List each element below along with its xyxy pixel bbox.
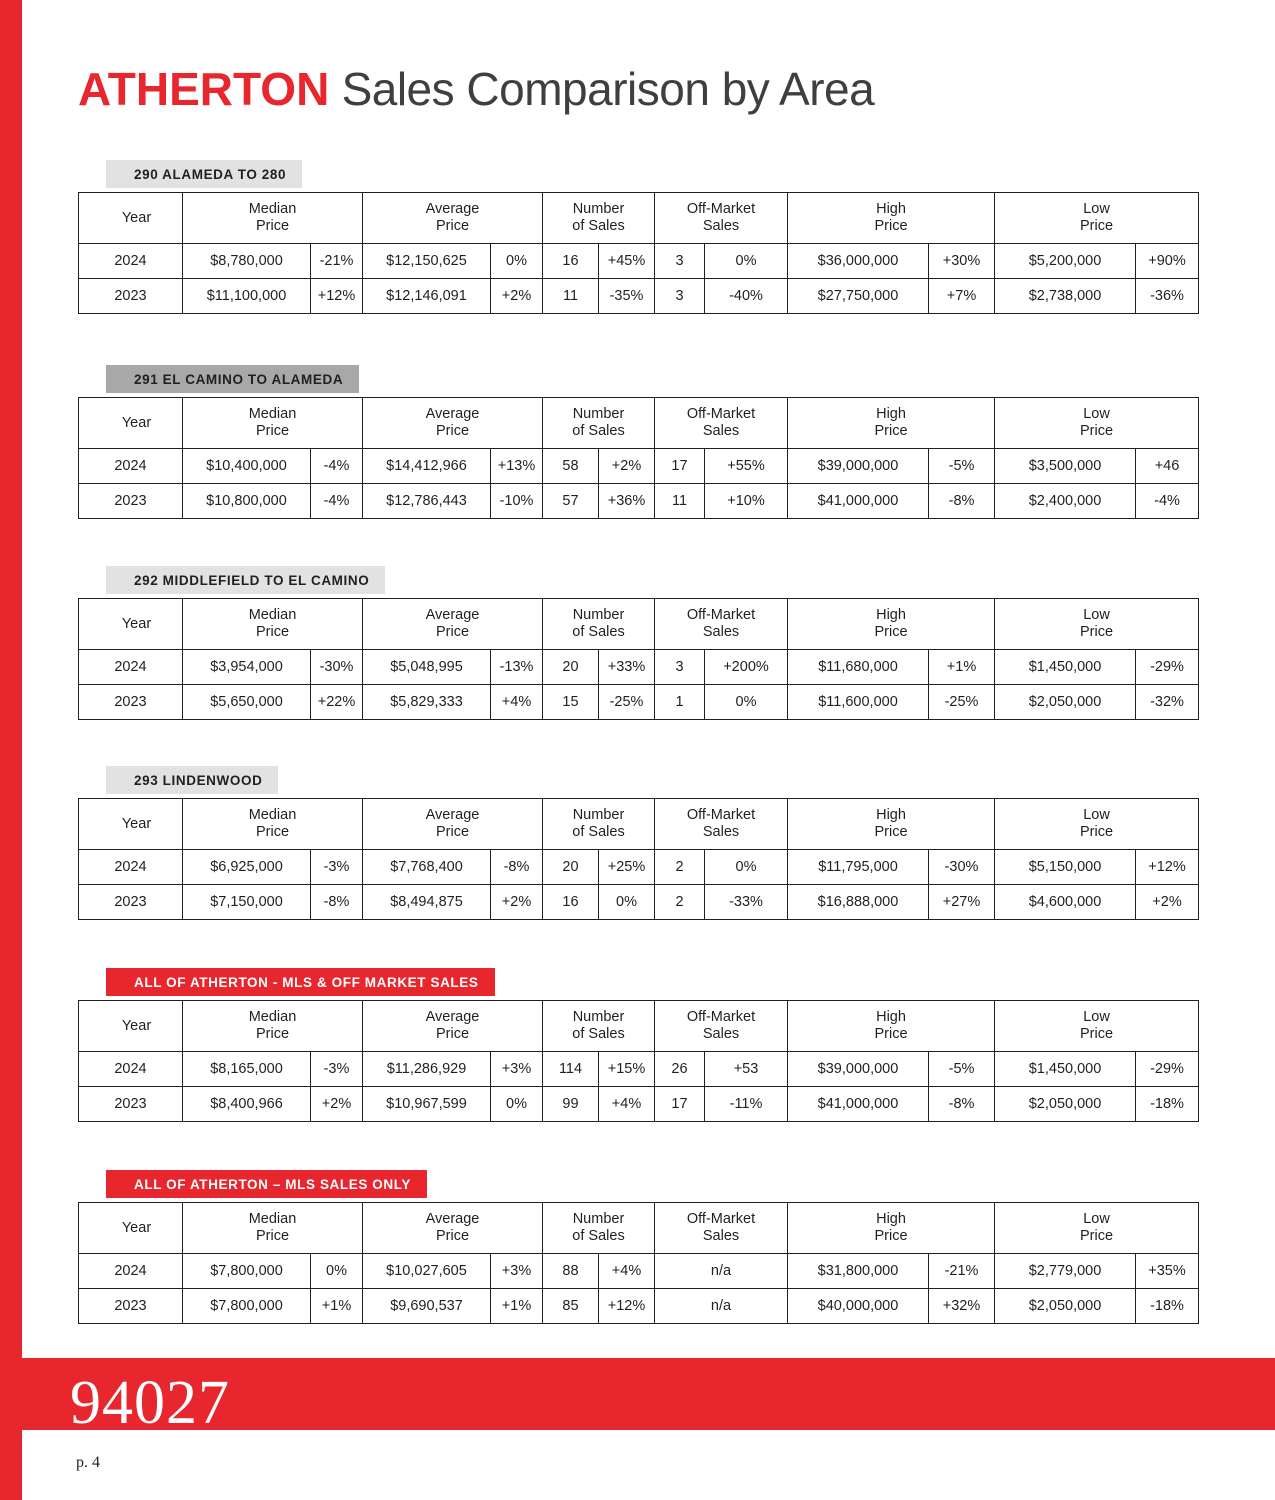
cell-year: 2024 [79,1254,183,1289]
table-row [79,1087,1199,1122]
column-header-number-of-sales: Number of Sales [543,1203,655,1254]
cell-number-of-sales-change: +2% [599,449,655,484]
cell-average-price-change: 0% [491,244,543,279]
footer-zip: 94027 [70,1369,230,1437]
cell-average-price: $14,412,966 [363,449,491,484]
column-header-off-market-sales: Off-Market Sales [655,1001,788,1052]
cell-low-price: $5,200,000 [995,244,1136,279]
cell-high-price: $40,000,000 [788,1289,929,1324]
cell-high-price: $27,750,000 [788,279,929,314]
column-header-median-price: Median Price [183,599,363,650]
cell-high-price: $11,600,000 [788,685,929,720]
cell-average-price: $12,150,625 [363,244,491,279]
cell-median-price-change: +12% [311,279,363,314]
column-header-year: Year [79,398,183,449]
cell-average-price: $7,768,400 [363,850,491,885]
cell-year: 2023 [79,1087,183,1122]
cell-low-price-change: +2% [1136,885,1199,920]
cell-number-of-sales: 20 [543,850,599,885]
column-header-average-price: Average Price [363,799,543,850]
cell-low-price: $2,050,000 [995,1289,1136,1324]
cell-number-of-sales-change: +36% [599,484,655,519]
table-row [79,1254,1199,1289]
cell-high-price-change: -21% [929,1254,995,1289]
cell-average-price: $5,048,995 [363,650,491,685]
sales-comparison-table [78,798,1199,920]
cell-off-market-sales: 26 [655,1052,705,1087]
column-header-year: Year [79,599,183,650]
cell-median-price-change: -21% [311,244,363,279]
cell-low-price-change: -32% [1136,685,1199,720]
column-header-median-price: Median Price [183,1001,363,1052]
column-header-low-price: Low Price [995,193,1199,244]
cell-low-price: $2,738,000 [995,279,1136,314]
cell-low-price: $3,500,000 [995,449,1136,484]
cell-high-price-change: +1% [929,650,995,685]
cell-high-price: $16,888,000 [788,885,929,920]
cell-high-price: $39,000,000 [788,1052,929,1087]
cell-average-price: $10,027,605 [363,1254,491,1289]
table-header-row [79,599,1199,650]
cell-low-price: $1,450,000 [995,1052,1136,1087]
area-section [78,160,1198,314]
cell-high-price-change: -25% [929,685,995,720]
cell-off-market-sales-change: 0% [705,244,788,279]
column-header-year: Year [79,799,183,850]
column-header-year: Year [79,1203,183,1254]
table-row [79,650,1199,685]
area-section [78,566,1198,720]
column-header-low-price: Low Price [995,1203,1199,1254]
cell-low-price: $2,050,000 [995,1087,1136,1122]
cell-off-market-sales-change: -11% [705,1087,788,1122]
column-header-median-price: Median Price [183,799,363,850]
column-header-number-of-sales: Number of Sales [543,1001,655,1052]
cell-number-of-sales-change: +33% [599,650,655,685]
table-row [79,244,1199,279]
column-header-low-price: Low Price [995,398,1199,449]
cell-number-of-sales-change: -25% [599,685,655,720]
column-header-number-of-sales: Number of Sales [543,398,655,449]
cell-off-market-sales: 11 [655,484,705,519]
cell-off-market-sales: 17 [655,449,705,484]
table-row [79,484,1199,519]
cell-off-market-sales: 2 [655,885,705,920]
cell-high-price: $31,800,000 [788,1254,929,1289]
cell-number-of-sales-change: +4% [599,1254,655,1289]
cell-average-price-change: +4% [491,685,543,720]
cell-off-market-sales-change: -40% [705,279,788,314]
cell-median-price-change: -4% [311,484,363,519]
cell-year: 2024 [79,449,183,484]
cell-number-of-sales-change: 0% [599,885,655,920]
cell-off-market-sales-change: +53 [705,1052,788,1087]
cell-number-of-sales-change: +15% [599,1052,655,1087]
column-header-high-price: High Price [788,1203,995,1254]
cell-high-price-change: -8% [929,484,995,519]
column-header-average-price: Average Price [363,193,543,244]
cell-median-price: $8,780,000 [183,244,311,279]
cell-number-of-sales-change: +25% [599,850,655,885]
cell-high-price-change: +27% [929,885,995,920]
cell-median-price: $3,954,000 [183,650,311,685]
cell-year: 2023 [79,279,183,314]
cell-median-price-change: -4% [311,449,363,484]
cell-high-price: $11,680,000 [788,650,929,685]
cell-number-of-sales-change: +4% [599,1087,655,1122]
cell-number-of-sales: 15 [543,685,599,720]
cell-high-price: $39,000,000 [788,449,929,484]
column-header-high-price: High Price [788,599,995,650]
cell-median-price: $8,400,966 [183,1087,311,1122]
cell-low-price-change: -29% [1136,1052,1199,1087]
cell-off-market-sales-change: 0% [705,850,788,885]
cell-average-price: $8,494,875 [363,885,491,920]
cell-low-price-change: -18% [1136,1289,1199,1324]
cell-low-price: $2,050,000 [995,685,1136,720]
cell-average-price-change: +3% [491,1052,543,1087]
cell-off-market-sales: n/a [655,1254,788,1289]
cell-year: 2024 [79,244,183,279]
column-header-year: Year [79,1001,183,1052]
cell-average-price-change: +13% [491,449,543,484]
cell-average-price-change: +3% [491,1254,543,1289]
cell-average-price: $12,146,091 [363,279,491,314]
cell-average-price: $9,690,537 [363,1289,491,1324]
cell-median-price: $10,800,000 [183,484,311,519]
column-header-off-market-sales: Off-Market Sales [655,193,788,244]
column-header-off-market-sales: Off-Market Sales [655,398,788,449]
cell-number-of-sales: 114 [543,1052,599,1087]
cell-number-of-sales: 88 [543,1254,599,1289]
cell-high-price: $41,000,000 [788,484,929,519]
area-section [78,365,1198,519]
area-section [78,1170,1198,1324]
table-header-row [79,193,1199,244]
page-number: p. 4 [76,1454,100,1471]
table-row [79,885,1199,920]
section-label: 291 EL CAMINO TO ALAMEDA [106,365,359,393]
cell-off-market-sales: 1 [655,685,705,720]
cell-median-price: $8,165,000 [183,1052,311,1087]
table-row [79,449,1199,484]
section-label: 293 LINDENWOOD [106,766,278,794]
cell-off-market-sales-change: +55% [705,449,788,484]
sales-comparison-table [78,1202,1199,1324]
cell-average-price: $12,786,443 [363,484,491,519]
cell-number-of-sales-change: -35% [599,279,655,314]
column-header-median-price: Median Price [183,398,363,449]
cell-year: 2024 [79,1052,183,1087]
cell-high-price: $41,000,000 [788,1087,929,1122]
cell-number-of-sales-change: +12% [599,1289,655,1324]
column-header-high-price: High Price [788,799,995,850]
cell-average-price: $5,829,333 [363,685,491,720]
cell-average-price-change: 0% [491,1087,543,1122]
section-label: ALL OF ATHERTON – MLS SALES ONLY [106,1170,427,1198]
cell-low-price-change: -36% [1136,279,1199,314]
column-header-average-price: Average Price [363,599,543,650]
table-row [79,1289,1199,1324]
cell-number-of-sales: 58 [543,449,599,484]
cell-average-price-change: +1% [491,1289,543,1324]
cell-year: 2023 [79,1289,183,1324]
cell-off-market-sales: 2 [655,850,705,885]
cell-high-price-change: -5% [929,1052,995,1087]
column-header-average-price: Average Price [363,1001,543,1052]
cell-number-of-sales: 85 [543,1289,599,1324]
cell-year: 2023 [79,484,183,519]
cell-average-price-change: -8% [491,850,543,885]
cell-low-price-change: +90% [1136,244,1199,279]
page-title-rest: Sales Comparison by Area [329,63,875,115]
cell-number-of-sales-change: +45% [599,244,655,279]
section-label: 290 ALAMEDA TO 280 [106,160,302,188]
cell-off-market-sales: 17 [655,1087,705,1122]
cell-high-price-change: +30% [929,244,995,279]
cell-number-of-sales: 99 [543,1087,599,1122]
column-header-number-of-sales: Number of Sales [543,193,655,244]
cell-median-price-change: -30% [311,650,363,685]
cell-number-of-sales: 16 [543,885,599,920]
cell-low-price-change: +35% [1136,1254,1199,1289]
cell-median-price-change: +2% [311,1087,363,1122]
column-header-off-market-sales: Off-Market Sales [655,799,788,850]
cell-low-price: $5,150,000 [995,850,1136,885]
cell-number-of-sales: 11 [543,279,599,314]
cell-off-market-sales: 3 [655,650,705,685]
cell-off-market-sales-change: 0% [705,685,788,720]
column-header-median-price: Median Price [183,1203,363,1254]
table-header-row [79,398,1199,449]
cell-median-price-change: +1% [311,1289,363,1324]
cell-high-price-change: +32% [929,1289,995,1324]
section-label: ALL OF ATHERTON - MLS & OFF MARKET SALES [106,968,495,996]
column-header-high-price: High Price [788,398,995,449]
table-row [79,685,1199,720]
cell-median-price: $7,800,000 [183,1254,311,1289]
cell-high-price-change: -5% [929,449,995,484]
table-row [79,279,1199,314]
table-header-row [79,799,1199,850]
cell-median-price-change: -3% [311,1052,363,1087]
cell-low-price-change: +12% [1136,850,1199,885]
cell-average-price-change: -10% [491,484,543,519]
cell-median-price: $6,925,000 [183,850,311,885]
column-header-median-price: Median Price [183,193,363,244]
cell-low-price: $4,600,000 [995,885,1136,920]
table-header-row [79,1203,1199,1254]
area-section [78,968,1198,1122]
cell-high-price: $36,000,000 [788,244,929,279]
cell-off-market-sales: 3 [655,279,705,314]
cell-year: 2024 [79,850,183,885]
cell-average-price: $10,967,599 [363,1087,491,1122]
page-title-city: ATHERTON [78,63,330,115]
cell-year: 2023 [79,885,183,920]
cell-high-price-change: -30% [929,850,995,885]
table-row [79,850,1199,885]
column-header-off-market-sales: Off-Market Sales [655,599,788,650]
cell-low-price: $2,400,000 [995,484,1136,519]
column-header-off-market-sales: Off-Market Sales [655,1203,788,1254]
cell-high-price-change: -8% [929,1087,995,1122]
cell-median-price-change: -8% [311,885,363,920]
column-header-number-of-sales: Number of Sales [543,599,655,650]
cell-low-price-change: -18% [1136,1087,1199,1122]
column-header-number-of-sales: Number of Sales [543,799,655,850]
section-label: 292 MIDDLEFIELD TO EL CAMINO [106,566,385,594]
column-header-low-price: Low Price [995,799,1199,850]
cell-low-price-change: -4% [1136,484,1199,519]
table-row [79,1052,1199,1087]
cell-low-price-change: -29% [1136,650,1199,685]
cell-high-price-change: +7% [929,279,995,314]
cell-median-price: $10,400,000 [183,449,311,484]
sales-comparison-table [78,1000,1199,1122]
cell-median-price-change: -3% [311,850,363,885]
column-header-year: Year [79,193,183,244]
cell-average-price-change: +2% [491,885,543,920]
cell-average-price-change: +2% [491,279,543,314]
cell-off-market-sales-change: +200% [705,650,788,685]
cell-number-of-sales: 16 [543,244,599,279]
column-header-low-price: Low Price [995,1001,1199,1052]
page-title [78,62,874,116]
column-header-average-price: Average Price [363,1203,543,1254]
cell-off-market-sales-change: +10% [705,484,788,519]
column-header-high-price: High Price [788,1001,995,1052]
cell-median-price: $7,800,000 [183,1289,311,1324]
sales-comparison-table [78,598,1199,720]
cell-off-market-sales: n/a [655,1289,788,1324]
cell-high-price: $11,795,000 [788,850,929,885]
cell-median-price-change: +22% [311,685,363,720]
cell-median-price: $7,150,000 [183,885,311,920]
column-header-average-price: Average Price [363,398,543,449]
cell-year: 2023 [79,685,183,720]
cell-average-price-change: -13% [491,650,543,685]
cell-off-market-sales: 3 [655,244,705,279]
cell-low-price: $2,779,000 [995,1254,1136,1289]
cell-low-price: $1,450,000 [995,650,1136,685]
cell-number-of-sales: 57 [543,484,599,519]
cell-average-price: $11,286,929 [363,1052,491,1087]
area-section [78,766,1198,920]
cell-number-of-sales: 20 [543,650,599,685]
cell-median-price-change: 0% [311,1254,363,1289]
table-header-row [79,1001,1199,1052]
sales-comparison-table [78,397,1199,519]
cell-year: 2024 [79,650,183,685]
column-header-low-price: Low Price [995,599,1199,650]
cell-low-price-change: +46 [1136,449,1199,484]
cell-median-price: $5,650,000 [183,685,311,720]
cell-median-price: $11,100,000 [183,279,311,314]
column-header-high-price: High Price [788,193,995,244]
cell-off-market-sales-change: -33% [705,885,788,920]
sales-comparison-table [78,192,1199,314]
